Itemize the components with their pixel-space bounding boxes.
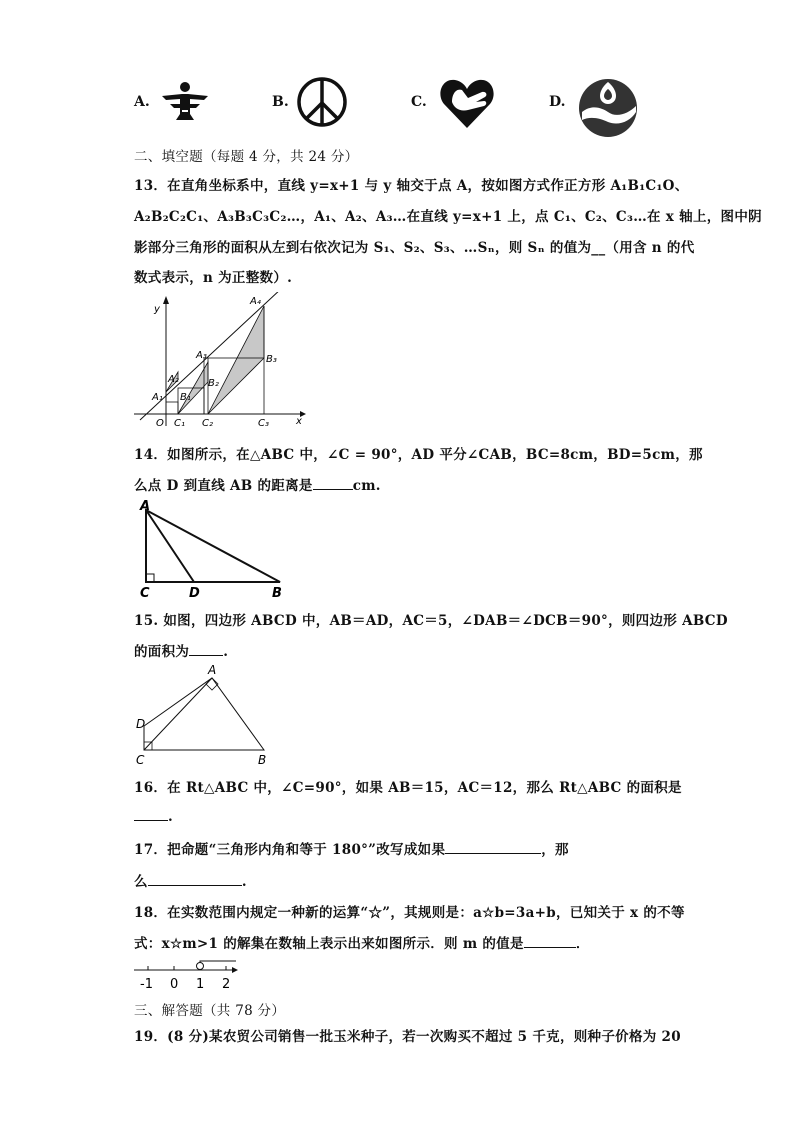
label-C3: C₃ [258,418,269,429]
q17-then-blank [148,873,242,886]
label-x: x [296,416,302,427]
q14-figure [134,500,294,600]
label-A2: A₂ [168,374,179,385]
eagle-emblem-icon [160,80,210,124]
solution-ray [200,961,236,964]
section-2-title: 二、填空题（每题 4 分，共 24 分） [134,149,359,165]
q17-if-blank [445,841,541,854]
label-A: A [208,663,217,677]
q17-then-cont: 么 [134,874,148,890]
water-drop-icon [578,78,638,138]
q17-period: . [241,874,247,890]
tick-label-0: 0 [170,977,179,992]
q14-line-1: 14．如图所示，在△ABC 中，∠C = 90°，AD 平分∠CAB，BC=8cm，BD=5cm，那 [134,447,703,463]
quadrilateral-abcd [144,678,264,750]
q13-figure [130,292,310,432]
heart-hand-icon [438,74,496,132]
q17-then: ，那 [541,842,569,858]
q17-line-2 [134,870,247,890]
label-C2: C₂ [202,418,213,429]
q14-unit: cm. [352,478,381,494]
label-O: O [156,418,164,429]
q15-line-1: 15. 如图，四边形 ABCD 中，AB＝AD，AC＝5，∠DAB＝∠DCB＝90°，则四边形 ABCD [134,613,728,629]
q17-text: 17．把命题“三角形内角和等于 180°”改写成如果 [134,842,446,858]
triangle-abc [146,510,280,582]
q16-line-2 [134,808,173,825]
label-A4: A₄ [250,296,261,307]
label-C1: C₁ [174,418,185,429]
q13-line-4: 数式表示，n 为正整数）. [134,270,293,286]
label-D: D [136,717,146,731]
q13-line-2: A₂B₂C₂C₁、A₃B₃C₃C₂…，A₁、A₂、A₃…在直线 y=x+1 上，点 C₁、C₂、C₃…在 x 轴上，图中阴 [134,209,762,225]
q14-answer-blank [313,477,353,490]
q18-period: ． [575,936,590,952]
label-A1: A₁ [152,392,163,403]
q17-line-1 [134,838,569,858]
q18-answer-blank [524,935,576,948]
option-b-letter: B. [272,94,289,110]
q14-text: 么点 D 到直线 AB 的距离是 [134,478,313,494]
option-c-letter: C. [411,94,427,110]
q13-line-3: 影部分三角形的面积从左到右依次记为 S₁、S₂、S₃、…Sₙ，则 Sₙ 的值为__（用含 n 的代 [134,240,695,256]
q15-period: . [223,644,229,660]
q18-number-line [132,958,242,994]
q18-text: 式：x☆m>1 的解集在数轴上表示出来如图所示．则 m 的值是 [134,936,524,952]
q18-line-1: 18．在实数范围内规定一种新的运算“☆”，其规则是：a☆b=3a+b，已知关于 x 的不等 [134,905,685,921]
tick-label-2: 2 [222,977,231,992]
tick-label-1: 1 [196,977,205,992]
label-B1: B₁ [180,392,191,403]
right-angle-mark [146,574,154,582]
q16-period: . [168,809,173,825]
q13-line-1: 13．在直角坐标系中，直线 y=x+1 与 y 轴交于点 A，按如图方式作正方形 A₁B₁C₁O、 [134,178,689,194]
label-y: y [154,304,160,315]
q16-answer-blank [134,808,168,821]
label-B: B [258,753,267,767]
q14-line-2 [134,474,381,494]
q16-line-1: 16．在 Rt△ABC 中，∠C=90°，如果 AB＝15，AC＝12，那么 Rt△ABC 的面积是 [134,780,682,796]
q15-line-2 [134,640,228,660]
q15-text: 的面积为 [134,644,190,660]
section-3-title: 三、解答题（共 78 分） [134,1003,286,1019]
label-B3: B₃ [266,354,277,365]
label-D: D [189,586,200,600]
tick-label-minus1: -1 [140,977,153,992]
q18-line-2 [134,932,590,952]
q19-line-1: 19．(8 分)某农贸公司销售一批玉米种子，若一次购买不超过 5 千克，则种子价格为 20 [134,1029,681,1045]
label-A: A [140,500,151,514]
diagonal-ac [144,678,212,750]
square-1 [166,402,178,414]
open-point [197,963,204,970]
label-B2: B₂ [208,378,219,389]
label-A3: A₃ [196,350,207,361]
option-a-letter: A. [134,94,150,110]
label-C: C [140,586,150,600]
shaded-triangle-s3 [208,306,264,414]
q15-figure [132,662,272,768]
peace-sign-icon [296,76,348,128]
q15-answer-blank [189,643,223,656]
label-C: C [136,753,145,767]
bisector-ad [146,510,194,582]
option-d-letter: D. [549,94,566,110]
label-B: B [272,586,282,600]
